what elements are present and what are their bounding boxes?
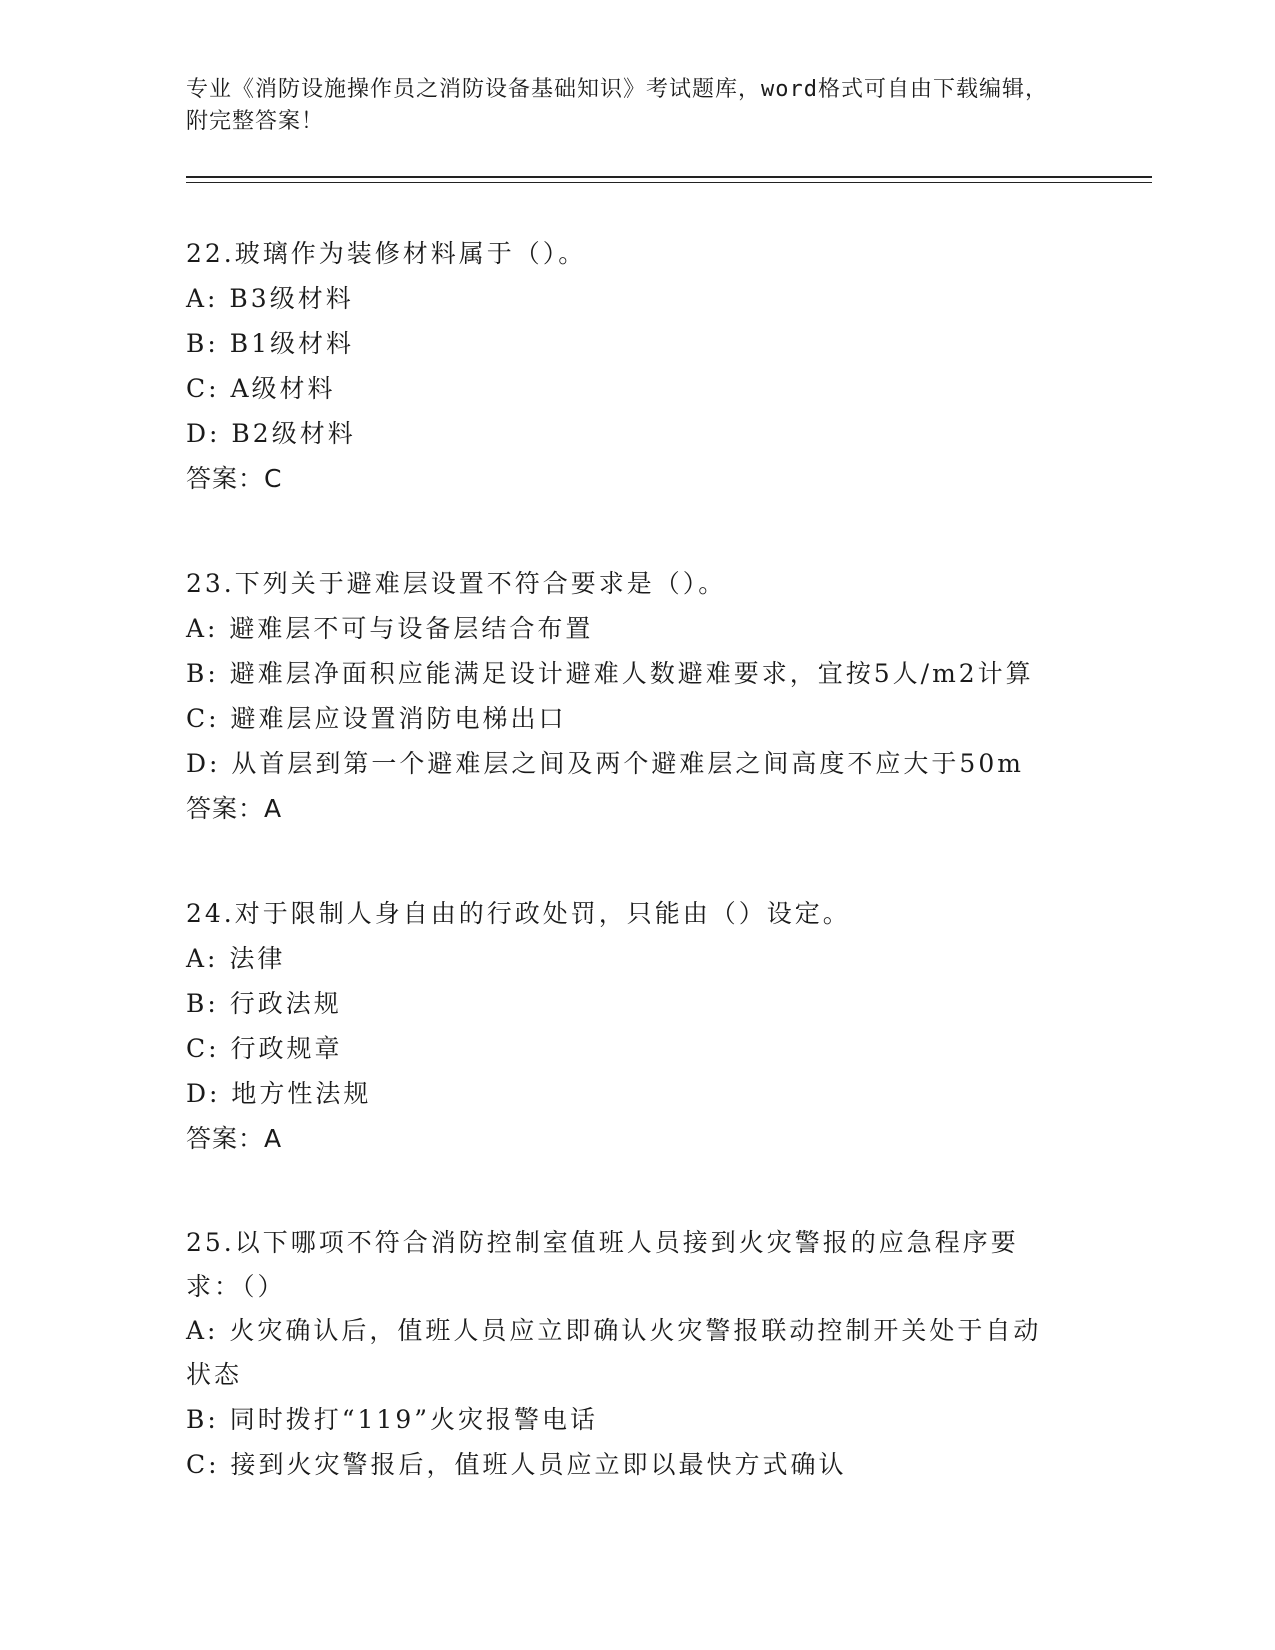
answer: 答案：A: [186, 1124, 283, 1153]
question-stem: 25.以下哪项不符合消防控制室值班人员接到火灾警报的应急程序要求：（）: [186, 1228, 1019, 1301]
option-c: C: A级材料: [186, 374, 336, 403]
option-b: B: 同时拨打“119”火灾报警电话: [186, 1405, 599, 1434]
option-a: A: 火灾确认后，值班人员应立即确认火灾警报联动控制开关处于自动状态: [186, 1316, 1042, 1389]
option-a: A: B3级材料: [186, 284, 354, 313]
option-b: B: B1级材料: [186, 329, 355, 358]
question-stem: 22.玻璃作为装修材料属于（）。: [186, 239, 587, 268]
header-divider-thick: [186, 176, 1152, 178]
answer: 答案：C: [186, 464, 283, 493]
question-24: [186, 891, 1066, 1161]
question-25: [186, 1221, 1066, 1487]
option-c: C: 行政规章: [186, 1034, 343, 1063]
header-divider-thin: [186, 182, 1152, 183]
option-c: C: 接到火灾警报后，值班人员应立即以最快方式确认: [186, 1450, 847, 1479]
option-b: B: 避难层净面积应能满足设计避难人数避难要求，宜按5人/m2计算: [186, 659, 1034, 688]
option-d: D: 地方性法规: [186, 1079, 372, 1108]
question-stem: 24.对于限制人身自由的行政处罚，只能由（）设定。: [186, 899, 851, 928]
option-a: A: 避难层不可与设备层结合布置: [186, 614, 594, 643]
document-header: 专业《消防设施操作员之消防设备基础知识》考试题库，word格式可自由下载编辑，附完整答案！: [186, 77, 1048, 134]
option-b: B: 行政法规: [186, 989, 342, 1018]
question-stem: 23.下列关于避难层设置不符合要求是（）。: [186, 569, 727, 598]
option-a: A: 法律: [186, 944, 286, 973]
option-d: D: 从首层到第一个避难层之间及两个避难层之间高度不应大于50m: [186, 749, 1024, 778]
question-22: [186, 231, 1066, 501]
option-c: C: 避难层应设置消防电梯出口: [186, 704, 567, 733]
question-list: [186, 231, 1066, 1547]
answer: 答案：A: [186, 794, 283, 823]
question-23: [186, 561, 1066, 831]
option-d: D: B2级材料: [186, 419, 356, 448]
